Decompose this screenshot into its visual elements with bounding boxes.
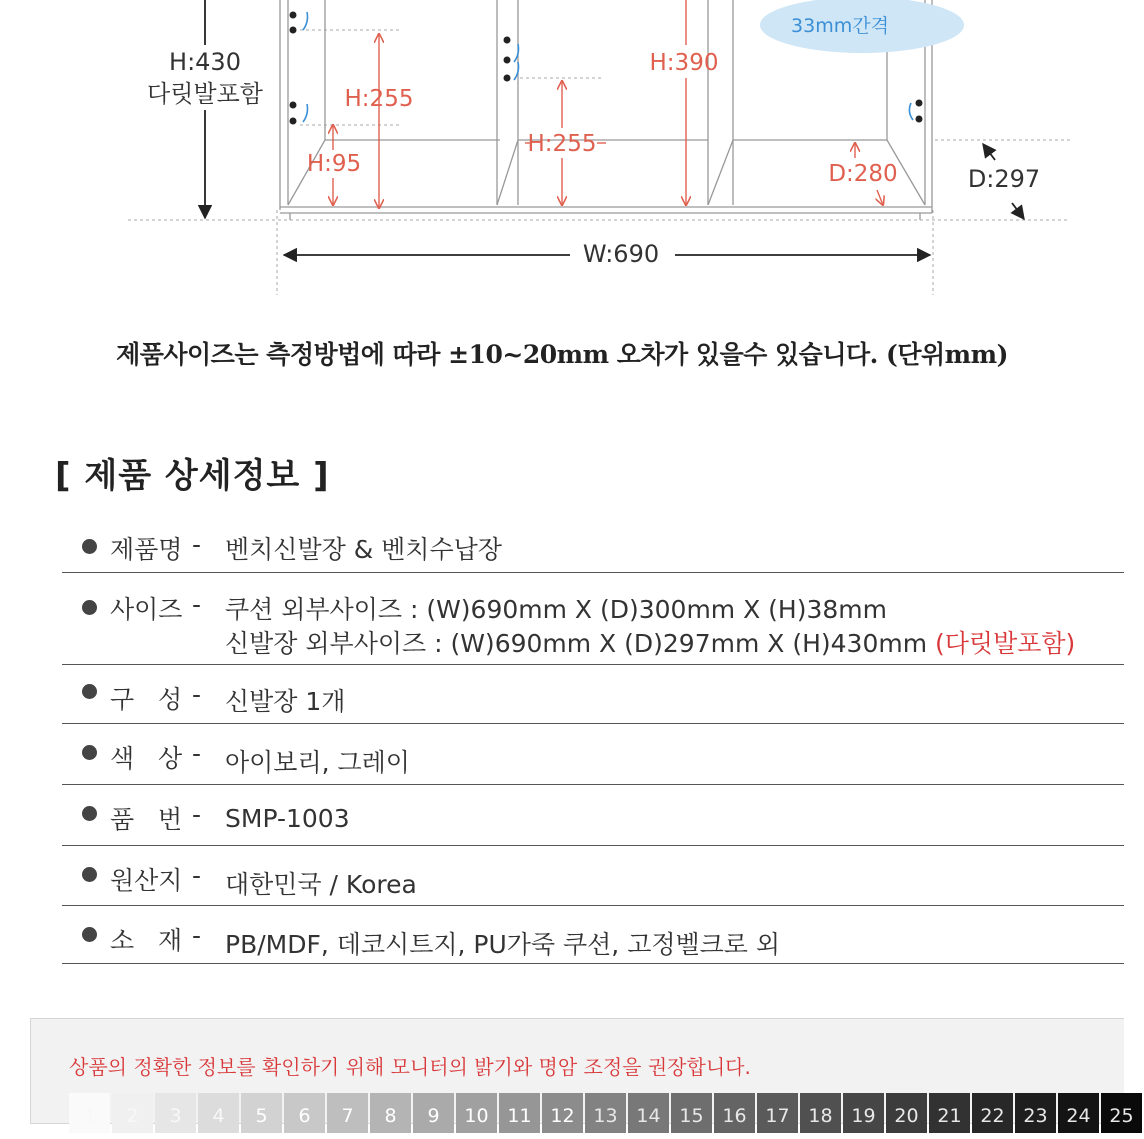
grayscale-swatch: 23 — [1015, 1093, 1056, 1133]
depth-outer-label: D:297 — [967, 165, 1041, 193]
detail-value: 벤치신발장 & 벤치수납장 — [225, 535, 502, 564]
detail-label: 원산지 — [110, 866, 183, 895]
size-tolerance-notice: 제품사이즈는 측정방법에 따라 ±10~20mm 오차가 있을수 있습니다. (단위mm) — [116, 340, 1008, 369]
grayscale-swatch: 18 — [800, 1093, 841, 1133]
detail-value: PB/MDF, 데코시트지, PU가죽 쿠션, 고정벨크로 외 — [225, 930, 781, 959]
detail-dash: - — [192, 680, 202, 709]
grayscale-swatch: 17 — [757, 1093, 798, 1133]
bullet-icon — [82, 927, 97, 942]
detail-row-product-name — [62, 520, 1124, 573]
detail-dash: - — [192, 739, 202, 768]
detail-value: 아이보리, 그레이 — [225, 748, 410, 777]
bullet-icon — [82, 539, 97, 554]
grayscale-swatch: 12 — [542, 1093, 583, 1133]
detail-row-composition — [62, 664, 1124, 724]
grayscale-swatch: 11 — [499, 1093, 540, 1133]
monitor-calibration-text: 상품의 정확한 정보를 확인하기 위해 모니터의 밝기와 명암 조정을 권장합니다. — [69, 1055, 751, 1079]
left-h255-label: H:255 — [344, 86, 414, 112]
grayscale-swatch: 15 — [671, 1093, 712, 1133]
detail-dash: - — [192, 590, 202, 619]
grayscale-swatch: 20 — [886, 1093, 927, 1133]
detail-dash: - — [192, 530, 202, 559]
cabinet-dimension-diagram — [0, 0, 1124, 300]
grayscale-swatch: 16 — [714, 1093, 755, 1133]
grayscale-swatch: 8 — [370, 1093, 411, 1133]
grayscale-swatch: 3 — [155, 1093, 196, 1133]
detail-value: 대한민국 / Korea — [225, 870, 417, 899]
grayscale-swatch-strip — [69, 1093, 1144, 1133]
grayscale-swatch: 13 — [585, 1093, 626, 1133]
height-total-label: H:430 — [169, 48, 241, 76]
detail-label: 소 재 — [110, 926, 183, 955]
detail-dash: - — [192, 861, 202, 890]
grayscale-swatch: 21 — [929, 1093, 970, 1133]
detail-row-size — [62, 572, 1124, 665]
detail-label: 품 번 — [110, 805, 183, 834]
grayscale-swatch: 19 — [843, 1093, 884, 1133]
grayscale-swatch: 22 — [972, 1093, 1013, 1133]
bullet-icon — [82, 745, 97, 760]
depth-inner-label: D:280 — [828, 161, 898, 187]
detail-row-item-number — [62, 784, 1124, 846]
grayscale-swatch: 7 — [327, 1093, 368, 1133]
detail-label: 구 성 — [110, 685, 183, 714]
detail-value: SMP-1003 — [225, 804, 350, 833]
detail-row-material — [62, 905, 1124, 964]
height-total-note: 다릿발포함 — [147, 80, 263, 108]
grayscale-swatch: 10 — [456, 1093, 497, 1133]
grayscale-swatch: 24 — [1058, 1093, 1099, 1133]
grayscale-swatch: 9 — [413, 1093, 454, 1133]
grayscale-swatch: 25 — [1101, 1093, 1142, 1133]
detail-label: 제품명 — [110, 535, 183, 564]
detail-label: 사이즈 — [110, 595, 183, 624]
grayscale-swatch: 6 — [284, 1093, 325, 1133]
detail-value-secondary — [225, 624, 1075, 660]
detail-value-text: 신발장 외부사이즈 : (W)690mm X (D)297mm X (H)430mm — [225, 629, 928, 658]
detail-row-origin — [62, 845, 1124, 906]
spacing-label: 33mm간격 — [791, 15, 889, 37]
grayscale-swatch: 2 — [112, 1093, 153, 1133]
grayscale-swatch: 5 — [241, 1093, 282, 1133]
bullet-icon — [82, 600, 97, 615]
center-h390-label: H:390 — [649, 50, 719, 76]
detail-value: 신발장 1개 — [225, 687, 346, 716]
detail-dash: - — [192, 921, 202, 950]
bullet-icon — [82, 684, 97, 699]
monitor-calibration-box — [30, 1018, 1134, 1127]
detail-value: 쿠션 외부사이즈 : (W)690mm X (D)300mm X (H)38mm — [225, 595, 888, 624]
grayscale-swatch: 14 — [628, 1093, 669, 1133]
section-title: [ 제품 상세정보 ] — [55, 456, 330, 496]
detail-dash: - — [192, 800, 202, 829]
grayscale-swatch: 4 — [198, 1093, 239, 1133]
detail-label: 색 상 — [110, 744, 183, 773]
grayscale-swatch: 1 — [69, 1093, 110, 1133]
width-label: W:690 — [582, 240, 660, 268]
detail-value-note: (다릿발포함) — [935, 629, 1076, 658]
left-h95-label: H:95 — [306, 151, 362, 177]
detail-row-color — [62, 723, 1124, 785]
mid-h255-label: H:255 — [527, 131, 597, 157]
bullet-icon — [82, 806, 97, 821]
bullet-icon — [82, 867, 97, 882]
